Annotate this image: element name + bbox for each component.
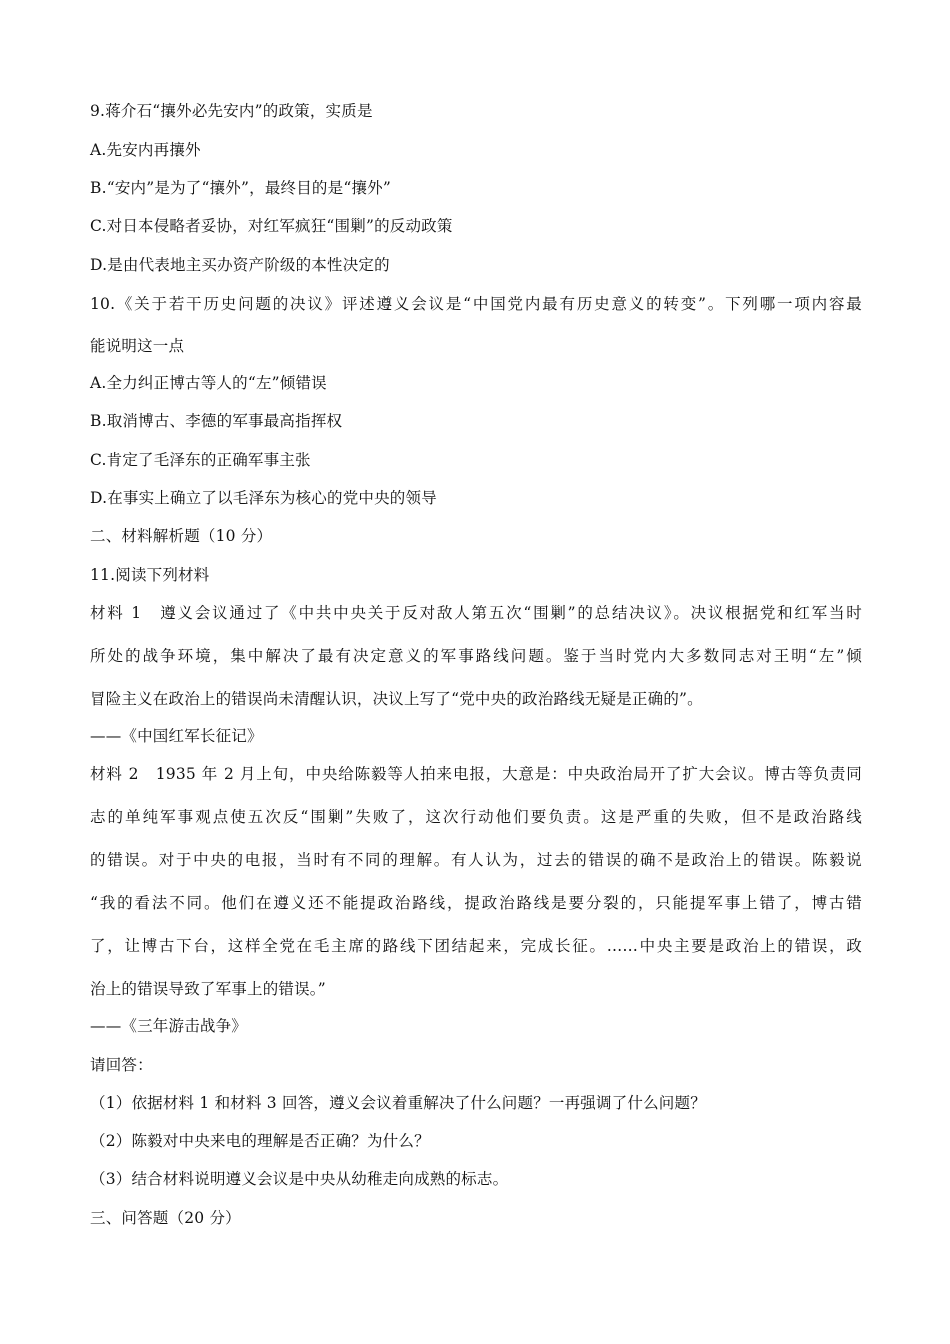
answer-prompt: 请回答： (90, 1056, 153, 1074)
material2-line: 的错误。对于中央的电报，当时有不同的理解。有人认为，过去的错误的确不是政治上的错误。陈毅说 (90, 851, 862, 869)
q9-option-d: D.是由代表地主买办资产阶级的本性决定的 (90, 256, 390, 274)
material2-line: 志的单纯军事观点使五次反“围剿”失败了，这次行动他们要负责。这是严重的失败，但不是政治路线 (90, 808, 862, 826)
material1-line: 冒险主义在政治上的错误尚未清醒认识，决议上写了“党中央的政治路线无疑是正确的”。 (90, 690, 703, 708)
q9-option-c: C.对日本侵略者妥协，对红军疯狂“围剿”的反动政策 (90, 217, 453, 235)
q10-option-b: B.取消博古、李德的军事最高指挥权 (90, 412, 343, 430)
sub-question-3: （3）结合材料说明遵义会议是中央从幼稚走向成熟的标志。 (90, 1170, 509, 1188)
material2-line: 治上的错误导致了军事上的错误。” (90, 980, 326, 998)
material1-source: ——《中国红军长征记》 (90, 727, 263, 745)
sub-question-1: （1）依据材料 1 和材料 3 回答，遵义会议着重解决了什么问题？一再强调了什么问题？ (90, 1094, 706, 1112)
q10-stem-line1: 10.《关于若干历史问题的决议》评述遵义会议是“中国党内最有历史意义的转变”。下列哪一项内容最 (90, 295, 862, 313)
q10-stem-line2: 能说明这一点 (90, 337, 185, 355)
q9-option-b: B.“安内”是为了“攘外”，最终目的是“攘外” (90, 179, 391, 197)
q10-option-a: A.全力纠正博古等人的“左”倾错误 (90, 374, 327, 392)
q10-option-c: C.肯定了毛泽东的正确军事主张 (90, 451, 311, 469)
material2-line: 材料 2 1935 年 2 月上旬，中央给陈毅等人拍来电报，大意是：中央政治局开了扩大会议。博古等负责同 (90, 765, 862, 783)
material1-line: 所处的战争环境，集中解决了最有决定意义的军事路线问题。鉴于当时党内大多数同志对王明“左”倾 (90, 647, 862, 665)
q11-intro: 11.阅读下列材料 (90, 566, 210, 584)
sub-question-2: （2）陈毅对中央来电的理解是否正确？为什么？ (90, 1132, 430, 1150)
section2-heading: 二、材料解析题（10 分） (90, 527, 273, 545)
q9-option-a: A.先安内再攘外 (90, 141, 201, 159)
material2-source: ——《三年游击战争》 (90, 1017, 248, 1035)
material2-line: 了，让博古下台，这样全党在毛主席的路线下团结起来，完成长征。……中央主要是政治上的错误，政 (90, 937, 862, 955)
material1-line: 材料 1 遵义会议通过了《中共中央关于反对敌人第五次“围剿”的总结决议》。决议根据党和红军当时 (90, 604, 862, 622)
q10-option-d: D.在事实上确立了以毛泽东为核心的党中央的领导 (90, 489, 437, 507)
q9-stem: 9.蒋介石“攘外必先安内”的政策，实质是 (90, 102, 373, 120)
section3-heading: 三、问答题（20 分） (90, 1209, 241, 1227)
material2-line: “我的看法不同。他们在遵义还不能提政治路线，提政治路线是要分裂的，只能提军事上错了，博古错 (90, 894, 862, 912)
